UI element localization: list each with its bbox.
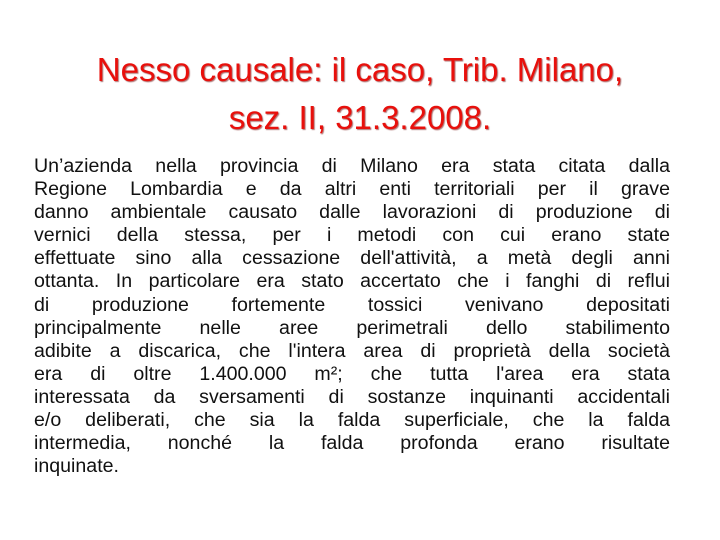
body-text-line: vernici della stessa, per i metodi con cui erano state <box>34 224 670 247</box>
body-text-line: intermedia, nonché la falda profonda erano risultate <box>34 432 670 455</box>
slide-body-paragraph <box>34 155 670 478</box>
slide-title-line: Nesso causale: il caso, Trib. Milano, <box>96 51 624 89</box>
slide-title <box>30 46 690 142</box>
body-text-line: danno ambientale causato dalle lavorazioni di produzione di <box>34 201 670 224</box>
body-text-line: effettuate sino alla cessazione dell'attività, a metà degli anni <box>34 247 670 270</box>
slide-title-line: sez. II, 31.3.2008. <box>228 99 492 137</box>
body-text-line: interessata da sversamenti di sostanze inquinanti accidentali <box>34 385 670 408</box>
body-text-line: adibite a discarica, che l'intera area di proprietà della società <box>34 339 670 362</box>
body-text-line: e/o deliberati, che sia la falda superficiale, che la falda <box>34 409 670 432</box>
body-text-line: principalmente nelle aree perimetrali dello stabilimento <box>34 316 670 339</box>
body-text-line: ottanta. In particolare era stato accertato che i fanghi di reflui <box>34 270 670 293</box>
body-text-line: di produzione fortemente tossici venivano depositati <box>34 293 670 316</box>
body-text-line: Regione Lombardia e da altri enti territoriali per il grave <box>34 178 670 201</box>
body-text-line: inquinate. <box>34 455 119 478</box>
body-text-line: Un’azienda nella provincia di Milano era stata citata dalla <box>34 155 670 177</box>
body-text-line: era di oltre 1.400.000 m²; che tutta l'area era stata <box>34 362 670 385</box>
